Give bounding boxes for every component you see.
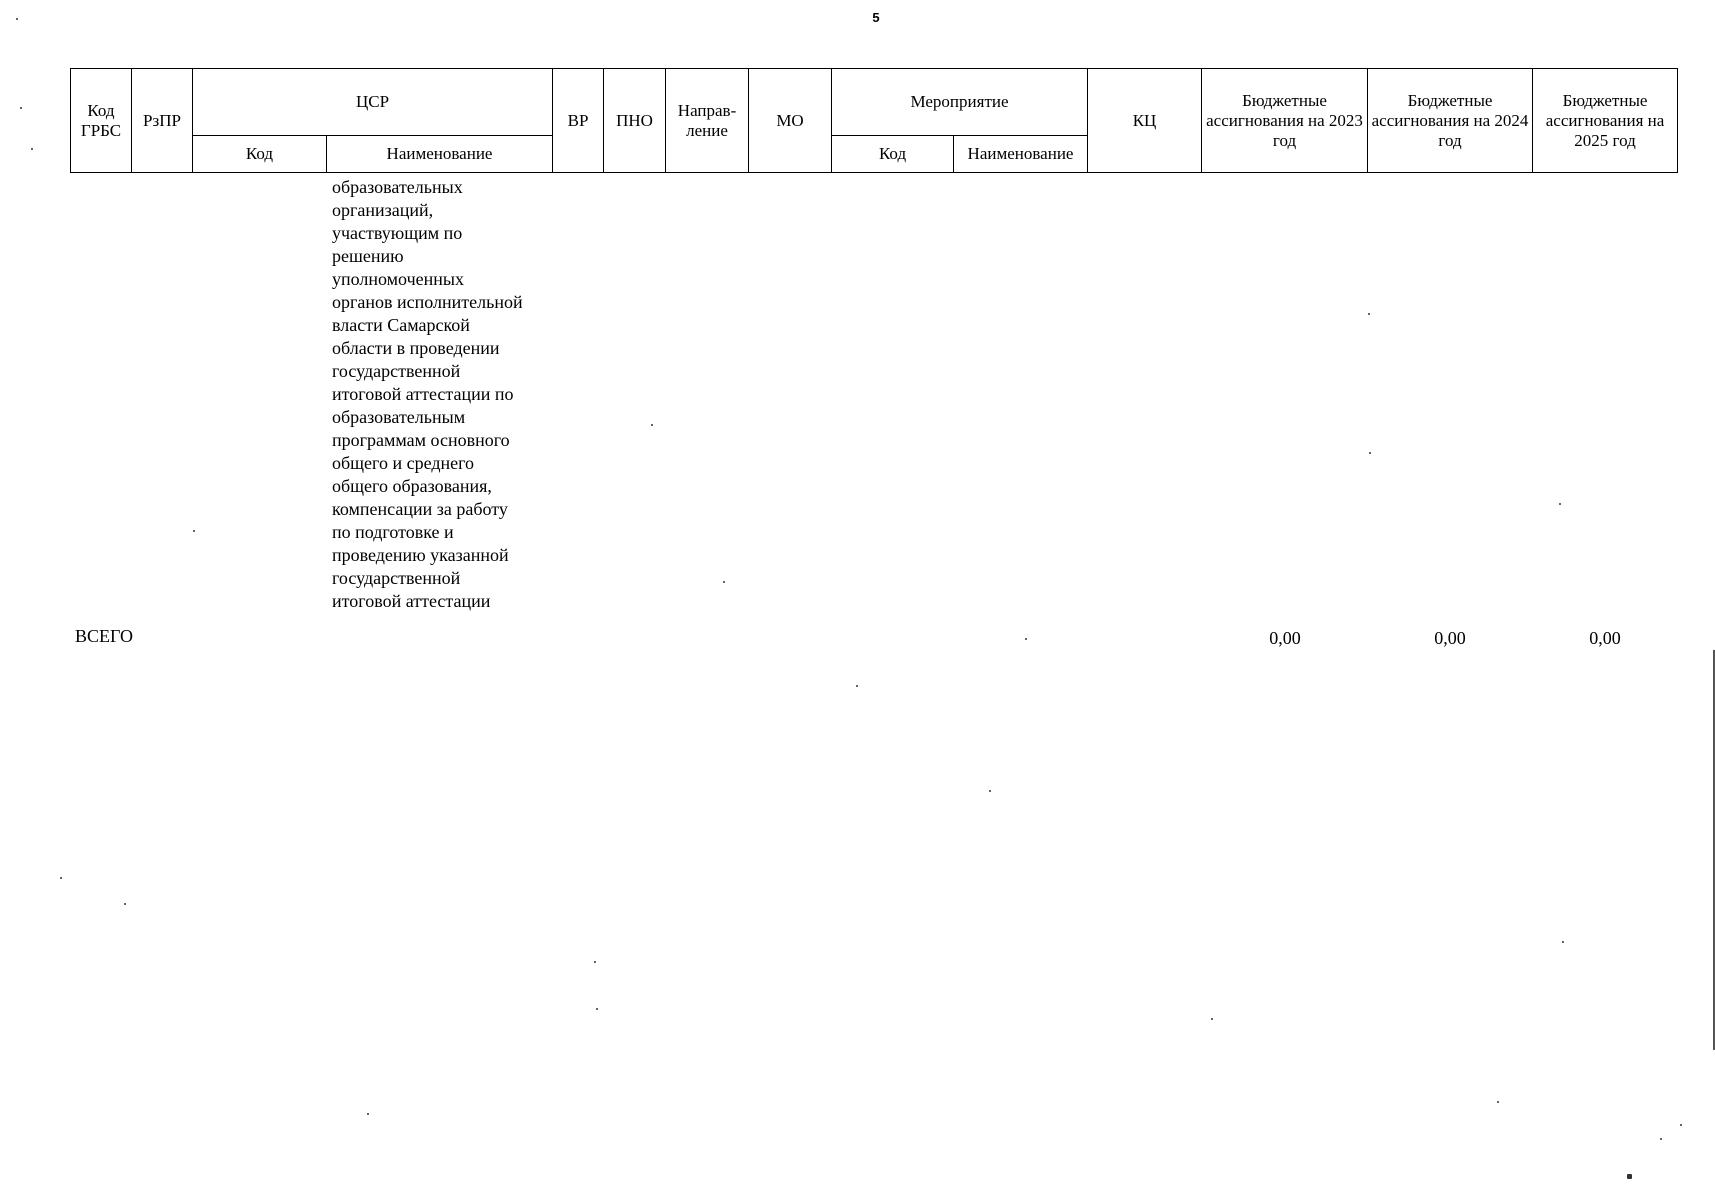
header-budget-2025: Бюджетные ассигнования на 2025 год [1533, 69, 1678, 173]
scan-speck [723, 581, 725, 583]
header-rzpr: РзПР [132, 69, 193, 173]
csr-name-line: итоговой аттестации по [332, 384, 514, 404]
csr-name-line: уполномоченных [332, 269, 464, 289]
scan-speck [31, 148, 33, 150]
header-meropriyatie-naimenovanie: Наименование [954, 136, 1088, 173]
budget-table-header [70, 68, 1678, 173]
csr-name-line: решению [332, 246, 404, 266]
scan-speck [989, 790, 991, 792]
scan-speck [856, 685, 858, 687]
header-kod-grbs: Код ГРБС [71, 69, 132, 173]
scan-speck [1562, 941, 1564, 943]
csr-name-line: общего образования, [332, 476, 492, 496]
scan-speck [193, 530, 195, 532]
csr-name-line: по подготовке и [332, 522, 454, 542]
scan-speck [594, 961, 596, 963]
csr-name-line: государственной [332, 568, 461, 588]
csr-name-cell [332, 176, 572, 613]
scan-speck [124, 903, 126, 905]
header-vr: ВР [553, 69, 604, 173]
csr-name-line: образовательных [332, 177, 463, 197]
total-value-2025: 0,00 [1589, 628, 1621, 648]
scan-speck [16, 18, 18, 20]
csr-name-line: итоговой аттестации [332, 591, 491, 611]
csr-name-line: программам основного [332, 430, 510, 450]
scan-speck [60, 877, 62, 879]
csr-name-line: проведению указанной [332, 545, 509, 565]
page-number: 5 [872, 10, 880, 25]
csr-name-line: власти Самарской [332, 315, 470, 335]
total-label: ВСЕГО [75, 626, 133, 646]
scan-speck [596, 1008, 598, 1010]
scan-speck [1025, 638, 1027, 640]
header-csr-naimenovanie: Наименование [327, 136, 553, 173]
header-csr: ЦСР [193, 69, 553, 136]
header-budget-2023: Бюджетные ассигнования на 2023 год [1202, 69, 1368, 173]
scan-speck [1660, 1138, 1662, 1140]
header-meropriyatie: Мероприятие [832, 69, 1088, 136]
scan-speck [1369, 452, 1371, 454]
scan-speck [1368, 313, 1370, 315]
csr-name-line: органов исполнительной [332, 292, 523, 312]
scan-speck [367, 1113, 369, 1115]
header-napravlenie: Направ-ление [666, 69, 749, 173]
scan-speck [651, 424, 653, 426]
csr-name-line: государственной [332, 361, 461, 381]
scan-speck [1680, 1124, 1682, 1126]
header-pno: ПНО [604, 69, 666, 173]
header-kc: КЦ [1088, 69, 1202, 173]
csr-name-line: участвующим по [332, 223, 463, 243]
csr-name-line: организаций, [332, 200, 434, 220]
csr-name-line: образовательным [332, 407, 466, 427]
header-meropriyatie-kod: Код [832, 136, 954, 173]
csr-name-line: общего и среднего [332, 453, 475, 473]
csr-name-line: области в проведении [332, 338, 500, 358]
header-mo: МО [749, 69, 832, 173]
scan-speck [1559, 503, 1561, 505]
scan-speck [1211, 1018, 1213, 1020]
scan-speck [1497, 1101, 1499, 1103]
scan-speck [1627, 1174, 1632, 1179]
header-csr-kod: Код [193, 136, 327, 173]
csr-name-line: компенсации за работу [332, 499, 508, 519]
header-budget-2024: Бюджетные ассигнования на 2024 год [1368, 69, 1533, 173]
scan-speck [20, 107, 22, 109]
total-value-2024: 0,00 [1434, 628, 1466, 648]
total-value-2023: 0,00 [1269, 628, 1301, 648]
